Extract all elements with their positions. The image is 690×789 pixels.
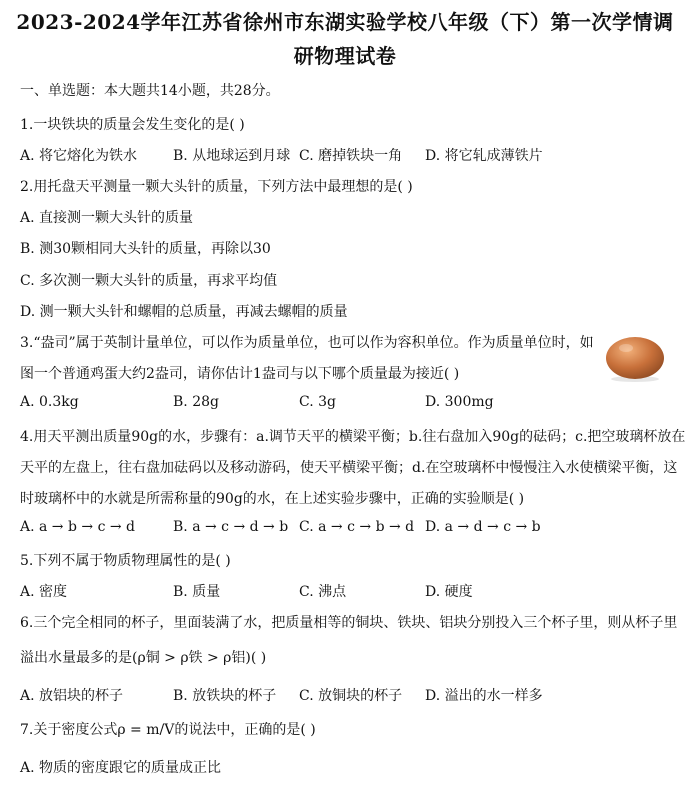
q6-option-d: D. 溢出的水一样多 (425, 688, 543, 704)
q5-option-d: D. 硬度 (425, 584, 473, 600)
q6-option-c: C. 放铜块的杯子 (299, 688, 403, 704)
q5-option-c: C. 沸点 (299, 584, 347, 600)
q4-option-a: A. a → b → c → d (20, 519, 136, 535)
q1-option-d: D. 将它轧成薄铁片 (425, 148, 543, 164)
q6-option-b: B. 放铁块的杯子 (173, 688, 277, 704)
q6-stem-line2: 溢出水量最多的是(ρ铜 > ρ铁 > ρ铝)( ) (20, 650, 267, 666)
q2-option-a: A. 直接测一颗大头针的质量 (20, 210, 194, 226)
q1-option-b: B. 从地球运到月球 (173, 148, 291, 164)
egg-photo (604, 333, 666, 383)
q2-option-c: C. 多次测一颗大头针的质量，再求平均值 (20, 273, 278, 289)
q4-options (0, 519, 690, 539)
q1-option-c: C. 磨掉铁块一角 (299, 148, 403, 164)
q1-options (0, 145, 690, 165)
q2-option-d: D. 测一颗大头针和螺帽的总质量，再减去螺帽的质量 (20, 304, 348, 320)
q6-stem-line1: 6.三个完全相同的杯子，里面装满了水，把质量相等的铜块、铁块、铝块分别投入三个杯子里，则从杯子里 (20, 615, 678, 631)
q1-option-a: A. 将它熔化为铁水 (20, 148, 138, 164)
q2-stem: 2.用托盘天平测量一颗大头针的质量，下列方法中最理想的是( ) (20, 179, 413, 195)
q5-options (0, 581, 690, 601)
section-heading: 一、单选题：本大题共14小题，共28分。 (20, 83, 280, 99)
q5-option-a: A. 密度 (20, 584, 68, 600)
q4-stem-line1: 4.用天平测出质量90g的水，步骤有：a.调节天平的横梁平衡；b.往右盘加入90g的砝码；c.把空玻璃杯放在 (20, 429, 686, 445)
exam-title-line1: 2023-2024学年江苏省徐州市东湖实验学校八年级（下）第一次学情调 (16, 10, 674, 34)
q3-option-b: B. 28g (173, 394, 219, 410)
q4-option-b: B. a → c → d → b (173, 519, 289, 535)
q6-option-a: A. 放铝块的杯子 (20, 688, 124, 704)
q3-options (0, 394, 690, 414)
q4-stem-line3: 时玻璃杯中的水就是所需称量的90g的水，在上述实验步骤中，正确的实验顺是( ) (20, 491, 525, 507)
q5-option-b: B. 质量 (173, 584, 221, 600)
q3-stem-line2: 图一个普通鸡蛋大约2盎司，请你估计1盎司与以下哪个质量最为接近( ) (20, 366, 460, 382)
q4-option-d: D. a → d → c → b (425, 519, 541, 535)
q4-option-c: C. a → c → b → d (299, 519, 415, 535)
q1-stem: 1.一块铁块的质量会发生变化的是( ) (20, 117, 245, 133)
q3-option-d: D. 300mg (425, 394, 494, 410)
q4-stem-line2: 天平的左盘上，往右盘加砝码以及移动游码，使天平横梁平衡；d.在空玻璃杯中慢慢注入水使横梁平衡，这 (20, 460, 678, 476)
q7-stem: 7.关于密度公式ρ = m/V的说法中，正确的是( ) (20, 722, 316, 738)
exam-title-line2: 研物理试卷 (293, 44, 397, 68)
q2-option-b: B. 测30颗相同大头针的质量，再除以30 (20, 241, 271, 257)
q3-option-c: C. 3g (299, 394, 336, 410)
q6-options (0, 685, 690, 705)
q7-option-a: A. 物质的密度跟它的质量成正比 (20, 760, 222, 776)
q5-stem: 5.下列不属于物质物理属性的是( ) (20, 553, 231, 569)
q3-stem-line1: 3.“盎司”属于英制计量单位，可以作为质量单位，也可以作为容积单位。作为质量单位时，如 (20, 335, 594, 351)
q3-option-a: A. 0.3kg (20, 394, 79, 410)
